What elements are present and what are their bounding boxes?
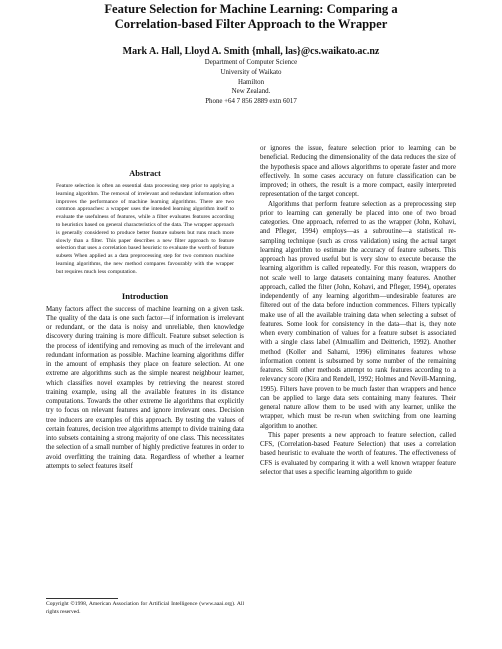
affiliation-city: Hamilton: [237, 78, 265, 86]
intro-paragraph-right-3: This paper presents a new approach to feature selection, called CFS, (Correlation-based Feature Selection) that uses a correlation based heuristic to evaluate the worth of features. The effectiveness of CFS is evaluated by comparing it with a well known wrapper feature selector that uses a specific learning algorithm to guide: [260, 431, 456, 476]
intro-paragraph-right-1: or ignores the issue, feature selection prior to learning can be beneficial. Reducing the dimensionality of the data reduces the size of the hypothesis space and allows algorithms to operate faster and more effectively. In some cases accuracy on future classification can be improved; in others, the result is a more compact, easily interpreted representation of the target concept.: [260, 145, 456, 199]
intro-paragraph-left: Many factors affect the success of machine learning on a given task. The quality of the data is one such factor—if information is irrelevant or redundant, or the data is noisy and unreliable, then knowledge discovery during training is more difficult. Feature subset selection is the process of identifying and removing as much of the irrelevant and redundant information as possible. Machine learning algorithms differ in the amount of emphasis they place on feature selection. At one extreme are algorithms such as the simple nearest neighbour learner, which classifies novel examples by retrieving the nearest stored training example, using all the available features in its distance computations. Towards the other extreme lie algorithms that explicitly try to focus on relevant features and ignore irrelevant ones. Decision tree inducers are examples of this approach. By testing the values of certain features, decision tree algorithms attempt to divide training data into subsets containing a strong majority of one class. This necessitates the selection of a small number of highly predictive features in order to avoid overfitting the training data. Regardless of whether a learner attempts to select features itself: [46, 305, 244, 470]
right-column: [260, 144, 456, 477]
affiliation-phone: Phone +64 7 856 2889 extn 6017: [205, 98, 297, 106]
title-line-1: Feature Selection for Machine Learning: Comparing a: [104, 2, 398, 16]
introduction-heading: Introduction: [121, 290, 169, 301]
affiliation-country: New Zealand.: [231, 88, 271, 96]
abstract-heading: Abstract: [129, 168, 161, 178]
abstract-text: Feature selection is often an essential data processing step prior to applying a learning algorithm. The removal of irrelevant and redundant information often improves the performance of machine learning algorithms. There are two common approaches: a wrapper uses the intended learning algorithm itself to evaluate the usefulness of features, while a filter evaluates features according to heuristics based on general characteristics of the data. The wrapper approach is generally considered to produce better feature subsets but runs much more slowly than a filter. This paper describes a new filter approach to feature selection that uses a correlation based heuristic to evaluate the worth of feature subsets When applied as a data preprocessing step for two common machine learning algorithms, the new method compares favourably with the wrapper but requires much less computation.: [56, 183, 234, 275]
paper-title: [0, 0, 502, 32]
copyright-footnote: Copyright ©1998, American Association for Artificial Intelligence (www.aaai.org). All rights reserved.: [46, 601, 244, 615]
left-column: [46, 168, 244, 471]
author-line: Mark A. Hall, Lloyd A. Smith {mhall, las}@cs.waikato.ac.nz: [122, 46, 380, 57]
affiliation-block: [0, 58, 502, 107]
intro-paragraph-right-2: Algorithms that perform feature selection as a preprocessing step prior to learning can generally be placed into one of two broad categories. One approach, referred to as the wrapper (John, Kohavi, and Pfleger, 1994) employs—as a subroutine—a statistical re-sampling technique (such as cross validation) using the actual target learning algorithm to estimate the accuracy of feature subsets. This approach has proved useful but is very slow to execute because the learning algorithm is called repeatedly. For this reason, wrappers do not scale well to large datasets containing many features. Another approach, called the filter (John, Kohavi, and Pfleger, 1994), operates independently of any learning algorithm—undesirable features are filtered out of the data before induction commences. Filters typically make use of all the available training data when selecting a subset of features. Some look for consistency in the data—that is, they note when every combination of values for a feature subset is associated with a single class label (Almuallim and Deitterich, 1992). Another method (Koller and Sahami, 1996) eliminates features whose information content is subsumed by some number of the remaining features. Still other methods attempt to rank features according to a relevancy score (Kira and Rendell, 1992; Holmes and Nevill-Manning, 1995). Filters have proven to be much faster than wrappers and hence can be applied to large data sets containing many features. Their general nature allow them to be used with any learner, unlike the wrapper, which must be re-run when switching from one learning algorithm to another.: [260, 200, 456, 430]
footnote-divider: [46, 598, 118, 599]
affiliation-university: University of Waikato: [220, 68, 282, 76]
affiliation-department: Department of Computer Science: [204, 59, 298, 66]
title-line-2: Correlation-based Filter Approach to the Wrapper: [114, 17, 388, 31]
